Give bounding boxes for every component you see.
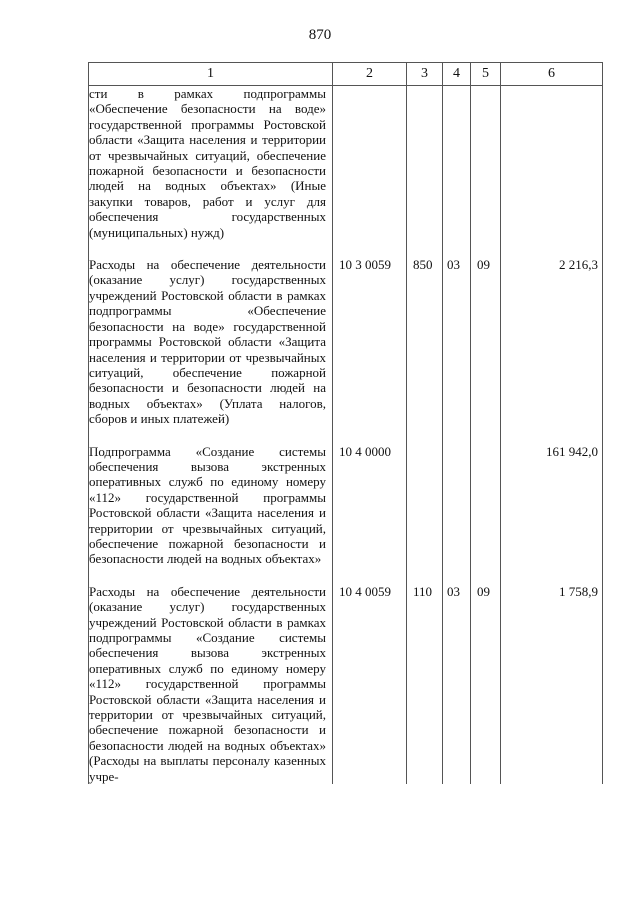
row-pr (471, 444, 501, 584)
header-pr: 5 (471, 63, 501, 86)
budget-table (88, 62, 603, 784)
row-description: Расходы на обеспечение деятельности (оказание услуг) государственных учреждений Ростовской области в рамках подпрограммы «Создание системы обеспечения вызова экстренных оперативных служб по единому номеру «112» государственной программы Ростовской области «Защита населения и территории от чрезвычайных ситуаций, обеспечение пожарной безопасности и безопасности людей на водных объектах» (Расходы на выплаты персоналу казенных учре- (89, 584, 333, 784)
row-code: 10 3 0059 (333, 257, 407, 443)
row-rz: 03 (443, 584, 471, 784)
header-vr: 3 (407, 63, 443, 86)
table-row (89, 584, 603, 784)
row-pr: 09 (471, 584, 501, 784)
row-code: 10 4 0059 (333, 584, 407, 784)
row-pr (471, 86, 501, 258)
row-sum: 2 216,3 (501, 257, 603, 443)
header-rz: 4 (443, 63, 471, 86)
header-code: 2 (333, 63, 407, 86)
row-rz: 03 (443, 257, 471, 443)
row-vr: 110 (407, 584, 443, 784)
row-pr: 09 (471, 257, 501, 443)
row-code (333, 86, 407, 258)
row-description: сти в рамках подпрограммы «Обеспечение безопасности на воде» государственной программы Ростовской области «Защита населения и территории от чрезвычайных ситуаций, обеспечение пожарной безопасности и безопасности людей на водных объектах» (Иные закупки товаров, работ и услуг для обеспечения государственных (муниципальных) нужд) (89, 86, 333, 258)
table-header-row (89, 63, 603, 86)
table-row (89, 86, 603, 258)
row-description: Подпрограмма «Создание системы обеспечения вызова экстренных оперативных служб по единому номеру «112» государственной программы Ростовской области «Защита населения и территории от чрезвычайных ситуаций, обеспечение пожарной безопасности и безопасности людей на водных объектах» (89, 444, 333, 584)
header-sum: 6 (501, 63, 603, 86)
page-number: 870 (308, 27, 332, 43)
row-vr: 850 (407, 257, 443, 443)
row-sum: 1 758,9 (501, 584, 603, 784)
row-rz (443, 444, 471, 584)
table-row (89, 257, 603, 443)
row-description: Расходы на обеспечение деятельности (оказание услуг) государственных учреждений Ростовской области в рамках подпрограммы «Обеспечение безопасности на воде» государственной программы Ростовской области «Защита населения и территории от чрезвычайных ситуаций, обеспечение пожарной безопасности и безопасности людей на водных объектах» (Уплата налогов, сборов и иных платежей) (89, 257, 333, 443)
row-sum: 161 942,0 (501, 444, 603, 584)
row-sum (501, 86, 603, 258)
row-code: 10 4 0000 (333, 444, 407, 584)
row-vr (407, 444, 443, 584)
row-vr (407, 86, 443, 258)
table-row (89, 444, 603, 584)
row-rz (443, 86, 471, 258)
header-description: 1 (89, 63, 333, 86)
